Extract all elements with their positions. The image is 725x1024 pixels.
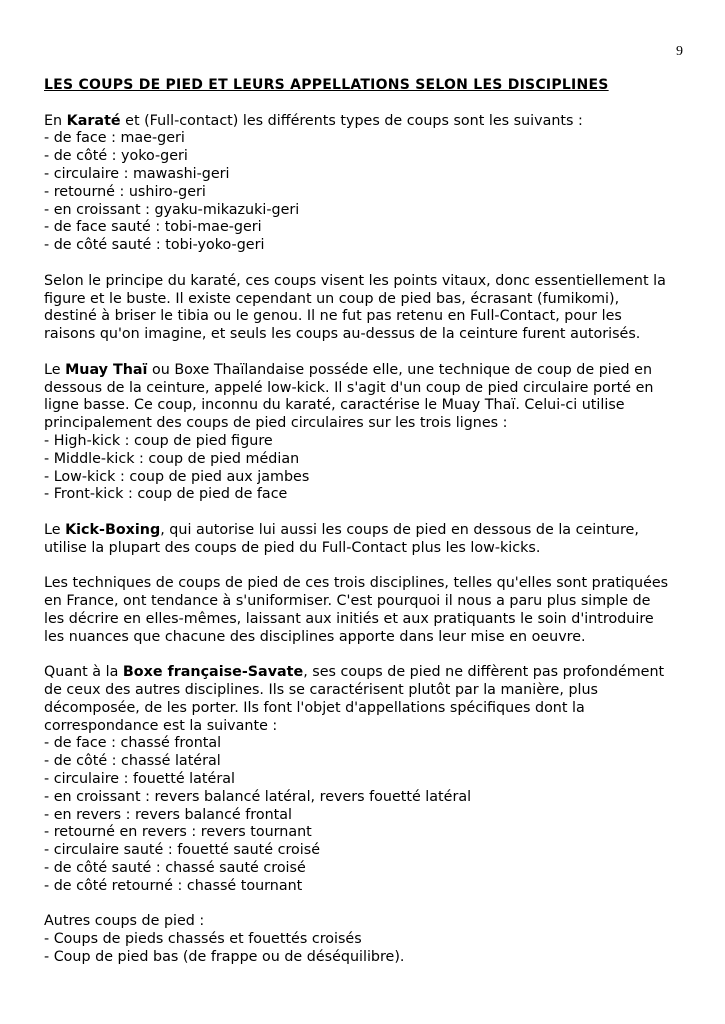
muay-thai-term: Muay Thaï bbox=[65, 361, 148, 378]
karate-list-item: - de côté : yoko-geri bbox=[44, 148, 188, 165]
karate-principle-paragraph bbox=[44, 273, 689, 344]
karate-term: Karaté bbox=[66, 112, 121, 129]
savate-list-item: - circulaire sauté : fouetté sauté croisé bbox=[44, 842, 321, 859]
page-title: LES COUPS DE PIED ET LEURS APPELLATIONS SELON LES DISCIPLINES bbox=[44, 77, 609, 93]
karate-intro bbox=[44, 113, 689, 131]
paragraph-line: les décrire en elles-mêmes, laissant aux initiés et aux pratiquants le soin d'introduire bbox=[44, 610, 654, 627]
paragraph-line: dessous de la ceinture, appelé low-kick. Il s'agit d'un coup de pied circulaire porté en bbox=[44, 379, 654, 396]
karate-section bbox=[44, 113, 689, 255]
techniques-paragraph bbox=[44, 575, 689, 646]
karate-list-item: - circulaire : mawashi-geri bbox=[44, 165, 230, 182]
muay-thai-list-item: - Middle-kick : coup de pied médian bbox=[44, 450, 300, 467]
savate-list-item: - en croissant : revers balancé latéral, revers fouetté latéral bbox=[44, 788, 472, 805]
other-kicks-heading: Autres coups de pied : bbox=[44, 913, 205, 930]
savate-list-item: - de côté retourné : chassé tournant bbox=[44, 877, 303, 894]
paragraph-line: figure et le buste. Il existe cependant un coup de pied bas, écrasant (fumikomi), bbox=[44, 290, 620, 307]
muay-thai-list-item: - High-kick : coup de pied figure bbox=[44, 432, 273, 449]
paragraph-line: en France, ont tendance à s'uniformiser. C'est pourquoi il nous a paru plus simple de bbox=[44, 593, 651, 610]
paragraph-line: correspondance est la suivante : bbox=[44, 717, 278, 734]
page-number: 9 bbox=[676, 44, 683, 59]
document-body bbox=[44, 77, 689, 985]
karate-list-item: - de face : mae-geri bbox=[44, 130, 185, 147]
muay-thai-intro-post: ou Boxe Thaïlandaise posséde elle, une technique de coup de pied en bbox=[147, 361, 653, 378]
karate-list-item: - en croissant : gyaku-mikazuki-geri bbox=[44, 201, 300, 218]
savate-term: Boxe française-Savate bbox=[122, 664, 304, 681]
savate-intro bbox=[44, 664, 689, 682]
savate-list-item: - de côté sauté : chassé sauté croisé bbox=[44, 860, 306, 877]
karate-intro-pre: En bbox=[44, 112, 67, 129]
paragraph-line: de ceux des autres disciplines. Ils se caractérisent plutôt par la manière, plus bbox=[44, 682, 598, 699]
paragraph-line: décomposée, de les porter. Ils font l'objet d'appellations spécifiques dont la bbox=[44, 699, 585, 716]
paragraph-line: principalement des coups de pied circulaires sur les trois lignes : bbox=[44, 415, 508, 432]
paragraph-line: Les techniques de coups de pied de ces trois disciplines, telles qu'elles sont pratiquées bbox=[44, 575, 669, 592]
muay-thai-list-item: - Low-kick : coup de pied aux jambes bbox=[44, 468, 310, 485]
other-kicks-section bbox=[44, 913, 689, 966]
kick-boxing-term: Kick-Boxing bbox=[65, 521, 161, 538]
kick-boxing-intro bbox=[44, 522, 689, 540]
karate-list-item: - retourné : ushiro-geri bbox=[44, 183, 206, 200]
kick-boxing-intro-pre: Le bbox=[44, 521, 66, 538]
muay-thai-list-item: - Front-kick : coup de pied de face bbox=[44, 486, 288, 503]
muay-thai-section bbox=[44, 362, 689, 504]
savate-intro-pre: Quant à la bbox=[44, 664, 123, 681]
kick-boxing-section bbox=[44, 522, 689, 558]
paragraph-line: Selon le principe du karaté, ces coups visent les points vitaux, donc essentiellement la bbox=[44, 272, 666, 289]
other-kicks-list-item: - Coup de pied bas (de frappe ou de déséquilibre). bbox=[44, 949, 405, 966]
kick-boxing-intro-post: , qui autorise lui aussi les coups de pied en dessous de la ceinture, bbox=[160, 521, 639, 538]
karate-list-item: - de côté sauté : tobi-yoko-geri bbox=[44, 237, 265, 254]
savate-list-item: - circulaire : fouetté latéral bbox=[44, 771, 235, 788]
savate-list-item: - en revers : revers balancé frontal bbox=[44, 806, 293, 823]
savate-section bbox=[44, 664, 689, 895]
savate-intro-post: , ses coups de pied ne diffèrent pas profondément bbox=[303, 664, 665, 681]
paragraph-line: raisons qu'on imagine, et seuls les coups au-dessus de la ceinture furent autorisés. bbox=[44, 326, 641, 343]
karate-intro-post: et (Full-contact) les différents types de coups sont les suivants : bbox=[120, 112, 583, 129]
other-kicks-list-item: - Coups de pieds chassés et fouettés croisés bbox=[44, 931, 362, 948]
savate-list-item: - de face : chassé frontal bbox=[44, 735, 222, 752]
paragraph-line: utilise la plupart des coups de pied du Full-Contact plus les low-kicks. bbox=[44, 539, 541, 556]
karate-list-item: - de face sauté : tobi-mae-geri bbox=[44, 219, 262, 236]
muay-thai-intro bbox=[44, 362, 689, 380]
savate-list-item: - de côté : chassé latéral bbox=[44, 753, 221, 770]
muay-thai-intro-pre: Le bbox=[44, 361, 66, 378]
paragraph-line: les nuances que chacune des disciplines apporte dans leur mise en oeuvre. bbox=[44, 628, 586, 645]
savate-list-item: - retourné en revers : revers tournant bbox=[44, 824, 312, 841]
paragraph-line: ligne basse. Ce coup, inconnu du karaté, caractérise le Muay Thaï. Celui-ci utilise bbox=[44, 397, 625, 414]
paragraph-line: destiné à briser le tibia ou le genou. Il ne fut pas retenu en Full-Contact, pour les bbox=[44, 308, 622, 325]
